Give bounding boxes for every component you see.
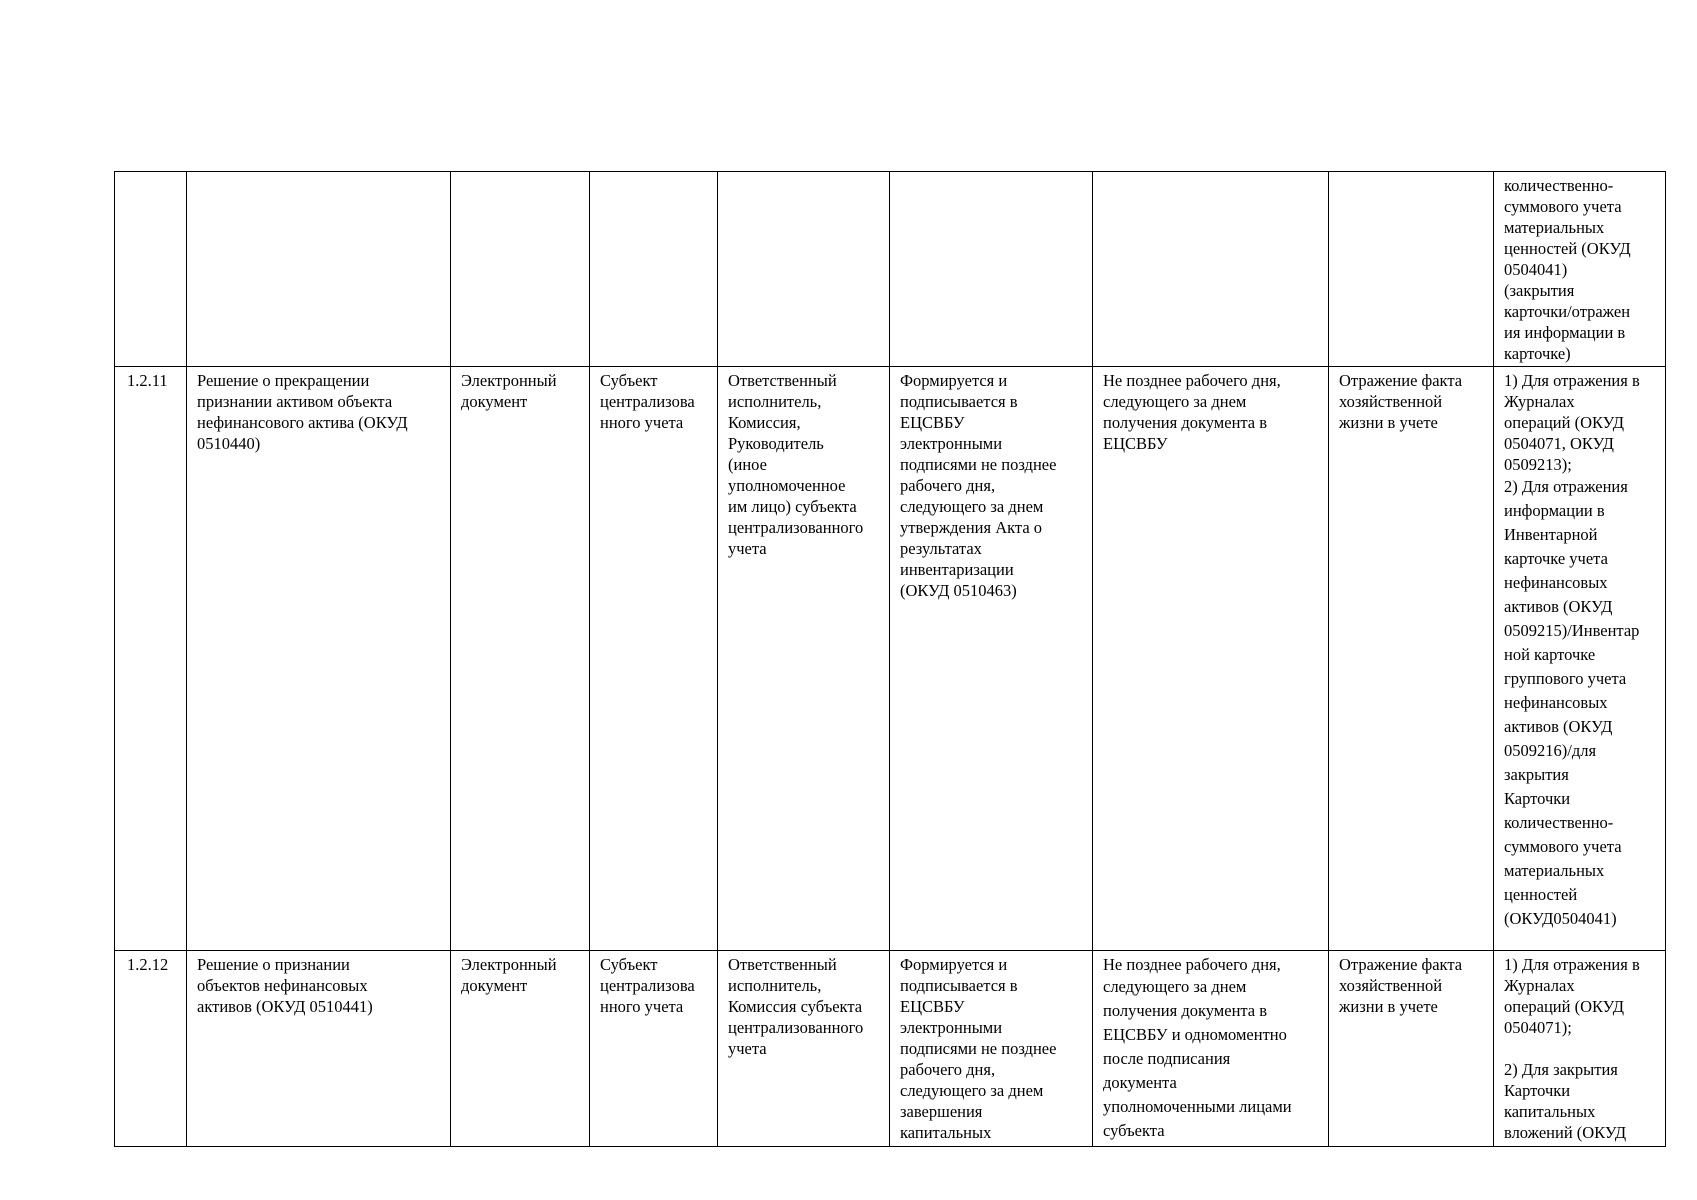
table-row <box>115 172 1666 367</box>
formation-cell <box>890 172 1093 367</box>
deadline-cell <box>1093 172 1329 367</box>
table-row <box>115 951 1666 1147</box>
usage-cell: количественно- суммового учета материальных ценностей (ОКУД 0504041) (закрытия карточки/отражен ия информации в карточке) <box>1494 172 1666 367</box>
creator-cell <box>590 172 718 367</box>
deadline-cell: Не позднее рабочего дня, следующего за днем получения документа в ЕЦСВБУ и одномоментно после подписания документа уполномоченными лицами субъекта <box>1093 951 1329 1147</box>
document-name-cell <box>187 172 451 367</box>
document-form-cell <box>451 172 590 367</box>
row-number-cell <box>115 172 187 367</box>
row-number-cell: 1.2.12 <box>115 951 187 1147</box>
deadline-cell: Не позднее рабочего дня, следующего за днем получения документа в ЕЦСВБУ <box>1093 367 1329 951</box>
document-form-cell: Электронный документ <box>451 951 590 1147</box>
creator-cell: Субъект централизова нного учета <box>590 951 718 1147</box>
document-form-cell: Электронный документ <box>451 367 590 951</box>
formation-cell: Формируется и подписывается в ЕЦСВБУ электронными подписями не позднее рабочего дня, следующего за днем завершения капитальных <box>890 951 1093 1147</box>
purpose-cell <box>1329 172 1494 367</box>
document-table <box>114 171 1666 1147</box>
usage-cell: 1) Для отражения в Журналах операций (ОКУД 0504071); 2) Для закрытия Карточки капитальных вложений (ОКУД <box>1494 951 1666 1147</box>
purpose-cell: Отражение факта хозяйственной жизни в учете <box>1329 951 1494 1147</box>
document-name-cell: Решение о признании объектов нефинансовых активов (ОКУД 0510441) <box>187 951 451 1147</box>
table-row <box>115 367 1666 951</box>
responsible-cell: Ответственный исполнитель, Комиссия, Руководитель (иное уполномоченное им лицо) субъекта централизованного учета <box>718 367 890 951</box>
document-name-cell: Решение о прекращении признании активом объекта нефинансового актива (ОКУД 0510440) <box>187 367 451 951</box>
responsible-cell <box>718 172 890 367</box>
usage-cell: 1) Для отражения в Журналах операций (ОКУД 0504071, ОКУД 0509213); 2) Для отражения информации в Инвентарной карточке учета нефинансовых активов (ОКУД 0509215)/Инвентар ной карточке группового учета нефинансовых активов (ОКУД 0509216)/для закрытия Карточки количественно- суммового учета материальных ценностей (ОКУД0504041) <box>1494 367 1666 951</box>
purpose-cell: Отражение факта хозяйственной жизни в учете <box>1329 367 1494 951</box>
creator-cell: Субъект централизова нного учета <box>590 367 718 951</box>
formation-cell: Формируется и подписывается в ЕЦСВБУ электронными подписями не позднее рабочего дня, следующего за днем утверждения Акта о результатах инвентаризации (ОКУД 0510463) <box>890 367 1093 951</box>
responsible-cell: Ответственный исполнитель, Комиссия субъекта централизованного учета <box>718 951 890 1147</box>
row-number-cell: 1.2.11 <box>115 367 187 951</box>
